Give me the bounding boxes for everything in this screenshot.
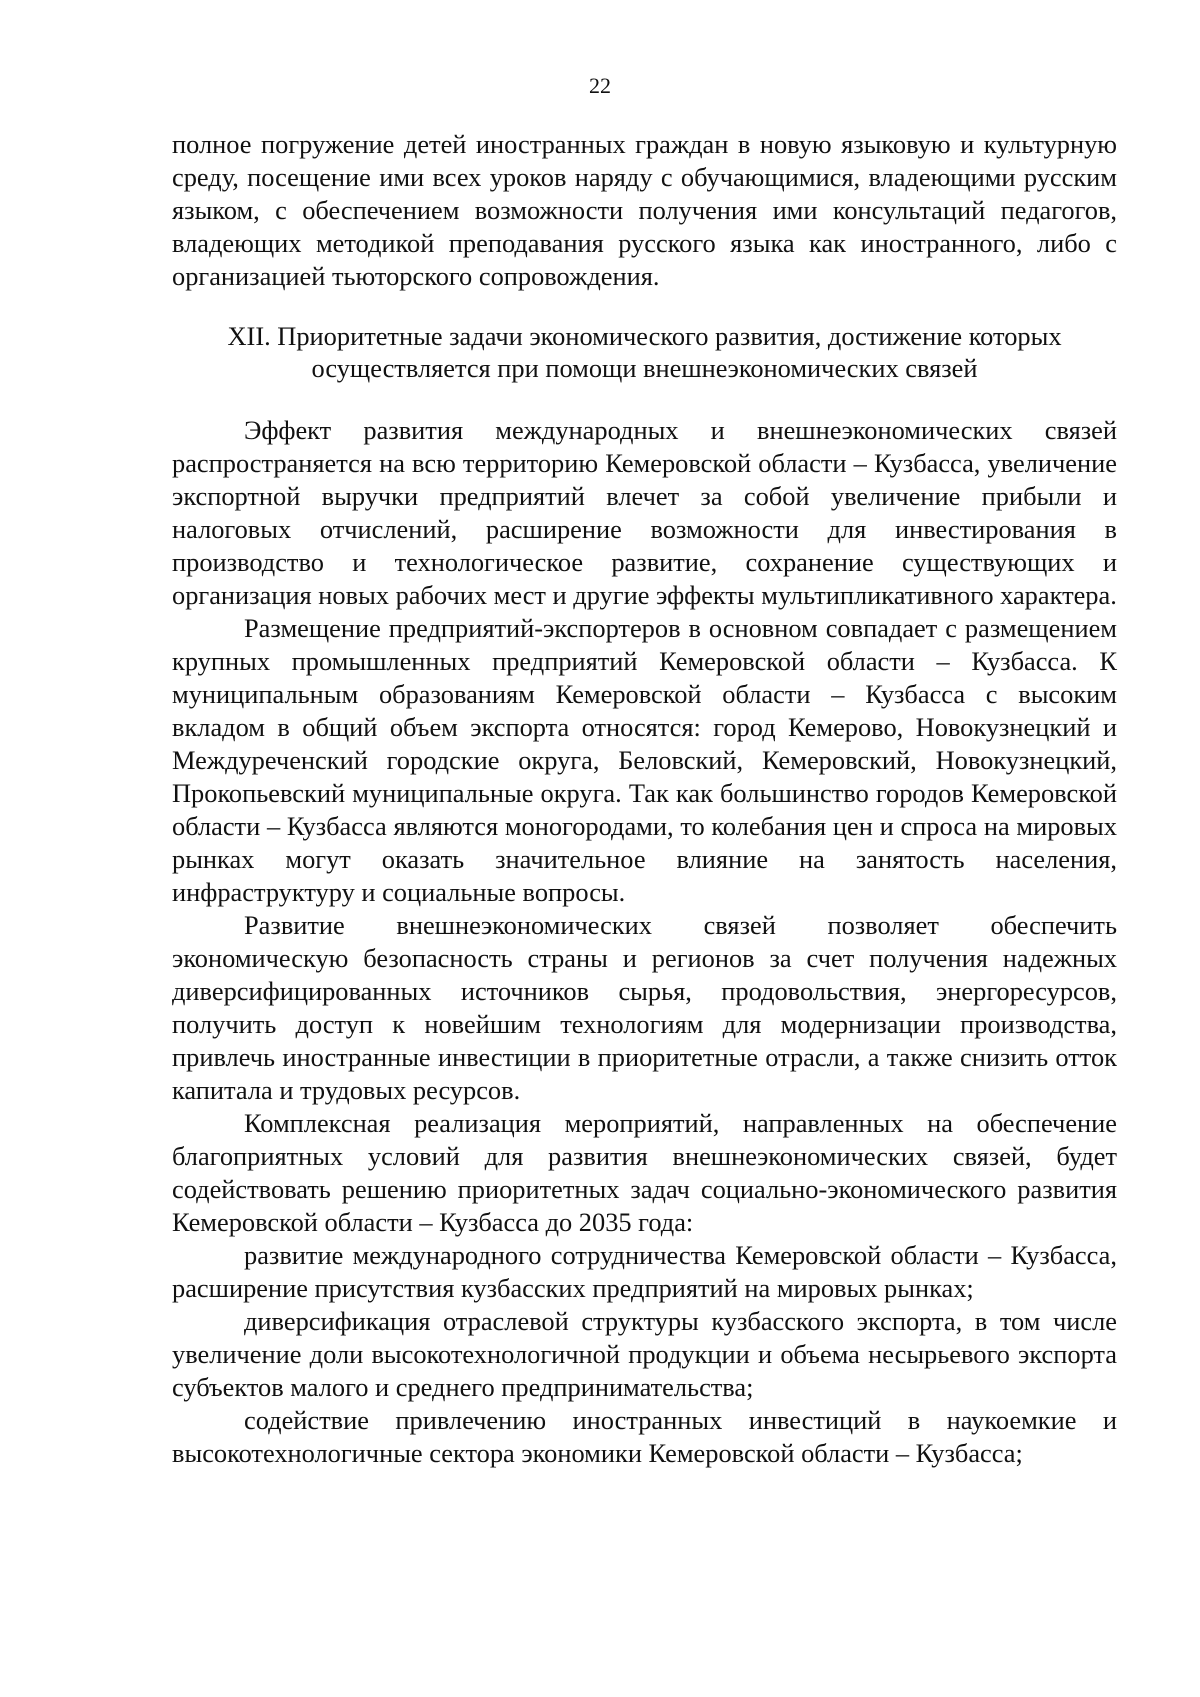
document-body	[172, 128, 1117, 1470]
section-heading	[172, 320, 1117, 384]
list-item-paragraph: развитие международного сотрудничества Кемеровской области – Кузбасса, расширение присутствия кузбасских предприятий на мировых рынках;	[172, 1240, 1117, 1303]
page-number: 22	[589, 73, 611, 98]
paragraph: Эффект развития международных и внешнеэкономических связей распространяется на всю территорию Кемеровской области – Кузбасса, увеличение экспортной выручки предприятий влечет за собой увеличение прибыли и налоговых отчислений, расширение возможности для инвестирования в производство и технологическое развитие, сохранение существующих и организация новых рабочих мест и другие эффекты мультипликативного характера.	[172, 415, 1117, 610]
section-heading-line-2: осуществляется при помощи внешнеэкономических связей	[311, 353, 978, 383]
paragraph: Развитие внешнеэкономических связей позволяет обеспечить экономическую безопасность страны и регионов за счет получения надежных диверсифицированных источников сырья, продовольствия, энергоресурсов, получить доступ к новейшим технологиям для модернизации производства, привлечь иностранные инвестиции в приоритетные отрасли, а также снизить отток капитала и трудовых ресурсов.	[172, 910, 1117, 1105]
list-item-paragraph: диверсификация отраслевой структуры кузбасского экспорта, в том числе увеличение доли высокотехнологичной продукции и объема несырьевого экспорта субъектов малого и среднего предпринимательства;	[172, 1306, 1117, 1402]
paragraph: Комплексная реализация мероприятий, направленных на обеспечение благоприятных условий для развития внешнеэкономических связей, будет содействовать решению приоритетных задач социально-экономического развития Кемеровской области – Кузбасса до 2035 года:	[172, 1108, 1117, 1237]
paragraph: Размещение предприятий-экспортеров в основном совпадает с размещением крупных промышленных предприятий Кемеровской области – Кузбасса. К муниципальным образованиям Кемеровской области – Кузбасса с высоким вкладом в общий объем экспорта относятся: город Кемерово, Новокузнецкий и Междуреченский городские округа, Беловский, Кемеровский, Новокузнецкий, Прокопьевский муниципальные округа. Так как большинство городов Кемеровской области – Кузбасса являются моногородами, то колебания цен и спроса на мировых рынках могут оказать значительное влияние на занятость населения, инфраструктуру и социальные вопросы.	[172, 613, 1117, 907]
paragraph-continuation: полное погружение детей иностранных граждан в новую языковую и культурную среду, посещение ими всех уроков наряду с обучающимися, владеющими русским языком, с обеспечением возможности получения ими консультаций педагогов, владеющих методикой преподавания русского языка как иностранного, либо с организацией тьюторского сопровождения.	[172, 129, 1117, 291]
section-heading-line-1: XII. Приоритетные задачи экономического развития, достижение которых	[227, 321, 1062, 351]
list-item-paragraph: содействие привлечению иностранных инвестиций в наукоемкие и высокотехнологичные сектора экономики Кемеровской области – Кузбасса;	[172, 1405, 1117, 1468]
